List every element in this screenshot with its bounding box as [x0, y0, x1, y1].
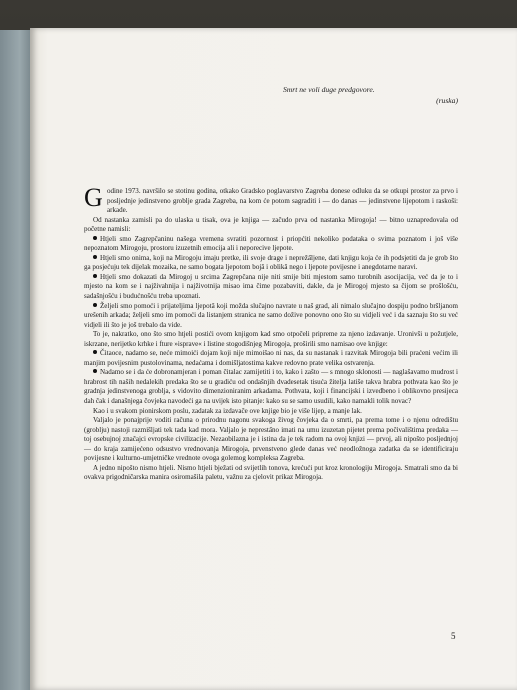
epigraph-source: (ruska): [436, 96, 458, 105]
bullet-icon: [93, 236, 97, 240]
paragraph-12: A jedno nipošto nismo htjeli. Nismo htjeli bježati od svijetlih tonova, krećući put kroz kronologiju Mirogoja. Smatrali smo da bi ovakva prigodničarska manira osiromašila paletu, važnu za cjelovit prikaz Mirogoja.: [84, 463, 458, 482]
paragraph-8-text: Čitaoce, nadamo se, neće mimoići dojam koji nije mimoišao ni nas, da su nastanak i razvitak Mirogoja bili praćeni većim ili manjim povijesnim pustolovinama, nedaćama i domišljatostima kakve redovno prate velika ostvarenja.: [84, 349, 458, 367]
paragraph-9: [84, 368, 458, 406]
bullet-icon: [93, 303, 97, 307]
paragraph-11: Valjalo je ponajprije voditi računa o prirodnu nagonu svakoga živog čovjeka da o smrti, pa prema tome i o njenu odredištu (groblju) nastoji razmišljati tek tada kad mora. Valjalo je nepresta̋no imati na umu izuzetan pijetet prema počivalištima predaka — toj osebujnoj značajci evropske civilizacije. Nezaobilazna je i istina da je tek radom na ovoj knjizi — prvoj, ali nipošto posljednjoj — do kraja zamijećeno odsustvo vrednovanja Mirogoja, prvenstveno glede danas već neodložnoga zadatka da se identificiraju povijesne i kulturno-umjetničke vrednote ovoga golemog kompleksa Zagreba.: [84, 416, 458, 463]
paragraph-5: [84, 273, 458, 302]
paragraph-5-text: Htjeli smo dokazati da Mirogoj u srcima Zagrepčana nije niti smije biti mjestom samo turobnih asocijacija, već da je to i mjesto na kom se i najživahnija i najživotnija misao ima čime pozabaviti, dakle, da je Mirogoj mjesto sa čijom se prošlošću, sadašnjošću i budućnošću treba upoznati.: [84, 272, 458, 301]
bullet-icon: [93, 369, 97, 373]
paragraph-8: [84, 349, 458, 368]
paragraph-1: [84, 183, 458, 216]
paragraph-4: [84, 254, 458, 273]
paragraph-4-text: Htjeli smo onima, koji na Mirogoju imaju pretke, ili svoje drage i nepreža̋ljene, dati knjigu koja će ih podsjetiti da je grob što ga posjećuju tek dijelak mozaika, ne samo bogata ljepotom bojâ i oblikâ nego i ljepote povijesne i anegdotarne naravi.: [84, 253, 458, 272]
paragraph-3-text: Htjeli smo Zagrepčaninu našega vremena svratiti pozornost i priopćiti nekoliko podataka o svima poznatom i još više nepoznatom Mirogoju, prostoru izuzetnih emocija ali i neporecive ljepote.: [84, 234, 458, 253]
paragraph-7: To je, nakratko, ono što smo htjeli postići ovom knjigom kad smo otpočeli pripreme za njeno izdavanje. Uronivši u požutjele, iskrzane, nerijetko krhke i fture »isprave« i listine stogodišnjeg Mirogoja, proširili smo namisao ove knjige:: [84, 330, 458, 348]
paragraph-9-text: Nadamo se i da će dobronamjeran i poman čitalac zamijetiti i to, kako i zašto — s mnogo sklonosti — naglašavamo mudrost i hrabrost tih naših nedalekih predaka što se u gradiću od ondašnjih dvadesetak tisuća žitelja latiše takva hrabra pothvata kao što je gradnja jedinstvenoga groblja, s vidovito dimenzioniranim arkadama. Pothvata, koji i financijski i izvedbeno i oblikovno presijeca dah čak i današnjega čovjeka navodeći ga na uvijek isto pitanje: kako su se samo usudili, kako namakli tolik novac?: [84, 368, 458, 406]
page-number: 5: [451, 631, 456, 641]
bullet-icon: [93, 274, 97, 278]
bullet-icon: [93, 350, 97, 354]
drop-cap: G: [84, 183, 103, 212]
paragraph-2: Od nastanka zamisli pa do ulaska u tisak, ova je knjiga — začudo prva od nastanka Mirogoja! — bitno uznapredovala od početne namisli:: [84, 215, 458, 234]
paragraph-6: [84, 302, 458, 331]
epigraph-quote: Smrt ne voli duge predgovore.: [283, 85, 375, 94]
bullet-icon: [93, 255, 97, 259]
paragraph-1-text: odine 1973. navršilo se stotinu godina, otkako Gradsko poglavarstvo Zagreba donese odluku da se otkupi prostor za prvo i posljednje jedinstveno groblje grada Zagreba, na kom će potom sagraditi i — do danas — jedinstvene lijepotom i raskoši: arkade.: [107, 187, 458, 215]
body-text: [84, 183, 458, 483]
paragraph-3: [84, 235, 458, 254]
paragraph-6-text: Željeli smo pomoći i prijateljima ljepotâ koji možda slučajno navrate u naš grad, ali nimalo slučajno dospiju podno bršljanom urešenih arkada; željeli smo im pomoći da listanjem stranica ne samo dožive ponovno ono što su vidjeli već i da saznaju što su već vidjeli ili što je još trebalo da vide.: [84, 301, 458, 329]
epigraph: [283, 84, 458, 106]
paragraph-10: Kao i u svakom pionirskom poslu, zadatak za izdavače ove knjige bio je više lijep, a manje lak.: [93, 406, 362, 415]
